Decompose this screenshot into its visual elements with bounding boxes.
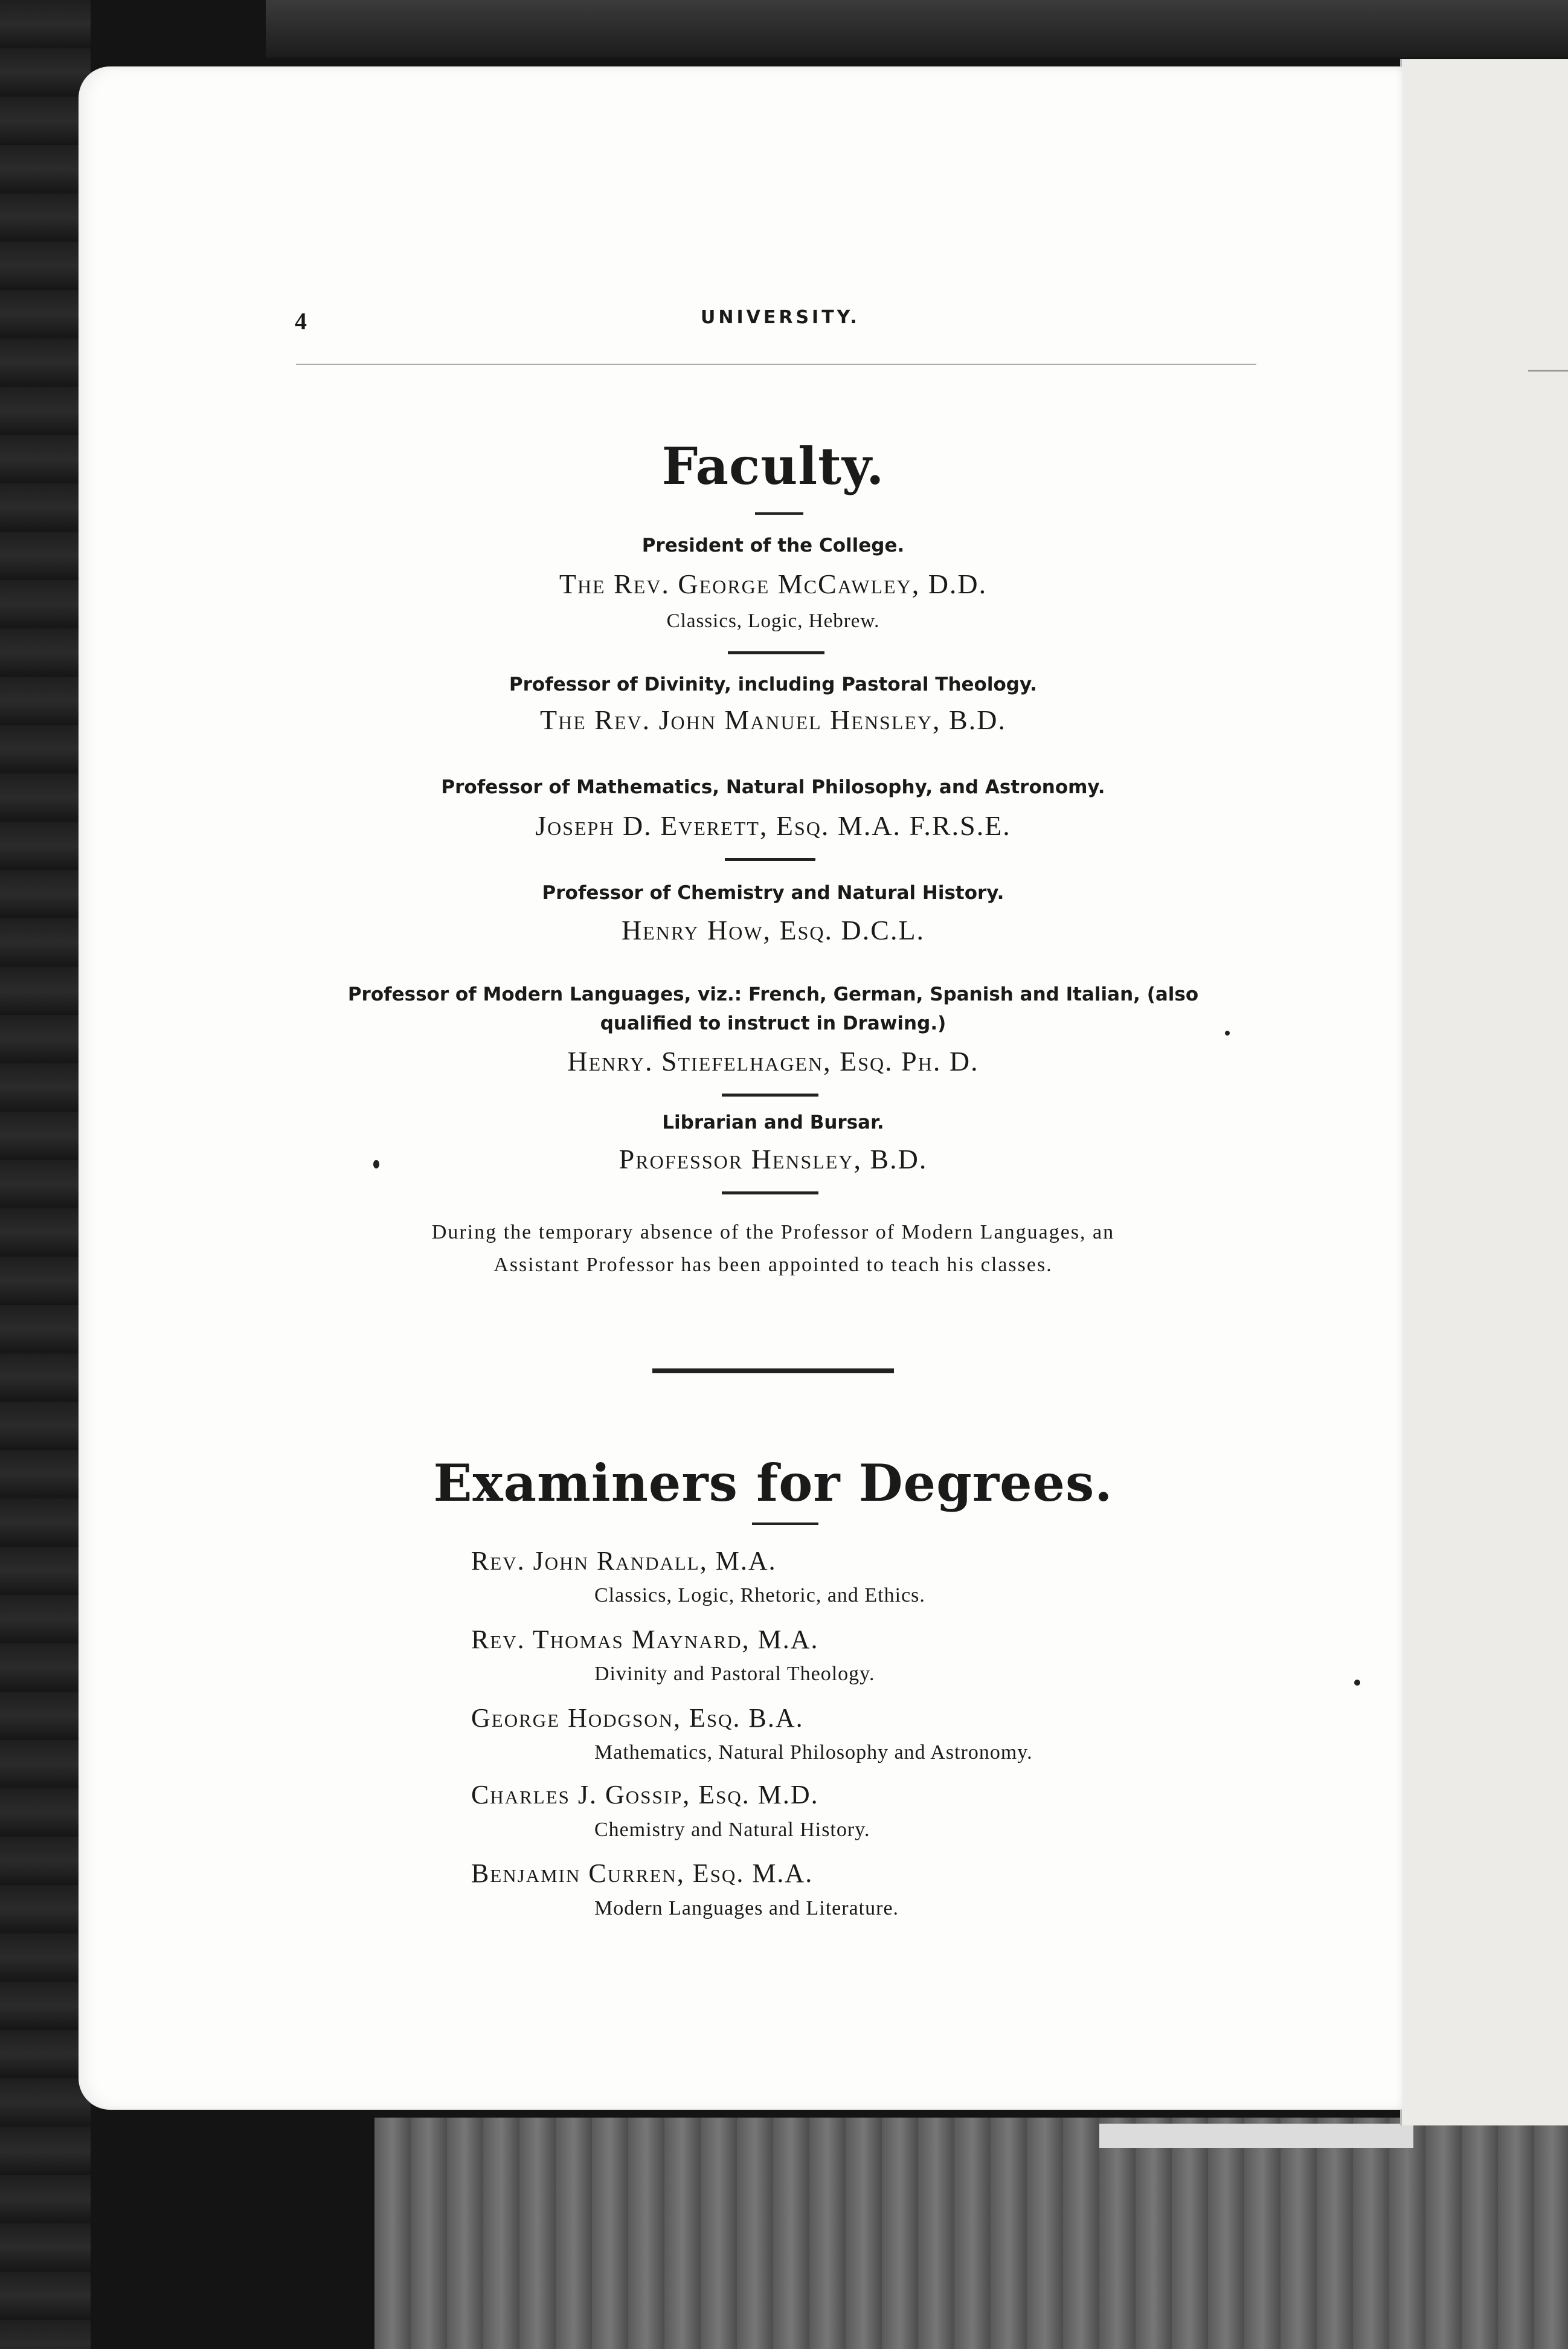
faculty-role: Professor of Mathematics, Natural Philosophy, and Astronomy.	[441, 776, 1105, 798]
examiner-name: George Hodgson, Esq. B.A.	[471, 1703, 804, 1733]
examiner-subjects: Divinity and Pastoral Theology.	[594, 1663, 875, 1685]
examiner-name: Rev. John Randall, M.A.	[471, 1546, 777, 1576]
faculty-note: Assistant Professor has been appointed to teach his classes.	[493, 1254, 1053, 1276]
running-head: UNIVERSITY.	[701, 307, 860, 328]
faculty-name: Professor Hensley, B.D.	[619, 1144, 928, 1174]
facing-page-rule	[1528, 370, 1568, 372]
faculty-role: President of the College.	[641, 535, 905, 556]
title-rule	[755, 512, 803, 515]
examiner-subjects: Modern Languages and Literature.	[594, 1897, 899, 1919]
examiner-subjects: Classics, Logic, Rhetoric, and Ethics.	[594, 1584, 925, 1606]
faculty-name: The Rev. George McCawley, D.D.	[559, 569, 988, 599]
examiner-name: Charles J. Gossip, Esq. M.D.	[471, 1780, 819, 1809]
examiner-name: Benjamin Curren, Esq. M.A.	[471, 1858, 814, 1888]
faculty-role: Librarian and Bursar.	[662, 1112, 884, 1133]
page-number: 4	[295, 308, 307, 335]
faculty-title: Faculty.	[661, 436, 885, 496]
entry-rule	[728, 651, 824, 654]
faculty-name: The Rev. John Manuel Hensley, B.D.	[540, 704, 1006, 735]
title-rule	[752, 1522, 818, 1525]
faculty-name: Henry How, Esq. D.C.L.	[621, 915, 925, 946]
faculty-role: qualified to instruct in Drawing.)	[600, 1013, 946, 1034]
entry-rule	[725, 858, 815, 861]
film-border-top	[266, 0, 1568, 57]
faculty-note: During the temporary absence of the Professor of Modern Languages, an	[431, 1221, 1115, 1243]
faculty-name: Henry. Stiefelhagen, Esq. Ph. D.	[567, 1046, 979, 1077]
faculty-role: Professor of Divinity, including Pastoral Theology.	[509, 674, 1038, 695]
examiner-name: Rev. Thomas Maynard, M.A.	[471, 1625, 819, 1654]
film-border-bottom	[374, 2118, 1568, 2349]
facing-page-edge	[1400, 59, 1568, 2125]
scan-speck	[1354, 1680, 1360, 1686]
section-divider	[652, 1368, 894, 1373]
entry-rule	[722, 1094, 818, 1097]
film-label-strip	[1099, 2124, 1413, 2148]
faculty-role: Professor of Chemistry and Natural History.	[542, 882, 1004, 904]
examiner-subjects: Chemistry and Natural History.	[594, 1819, 870, 1841]
entry-rule	[722, 1191, 818, 1194]
faculty-role: Professor of Modern Languages, viz.: French, German, Spanish and Italian, (also	[347, 984, 1199, 1005]
scan-speck	[373, 1160, 379, 1168]
film-border-left	[0, 0, 91, 2349]
faculty-name: Joseph D. Everett, Esq. M.A. F.R.S.E.	[535, 810, 1011, 841]
header-rule	[296, 364, 1256, 365]
examiner-subjects: Mathematics, Natural Philosophy and Astronomy.	[594, 1741, 1033, 1764]
examiners-title: Examiners for Degrees.	[433, 1453, 1113, 1513]
faculty-subjects: Classics, Logic, Hebrew.	[666, 610, 880, 632]
scan-speck	[1225, 1031, 1230, 1036]
